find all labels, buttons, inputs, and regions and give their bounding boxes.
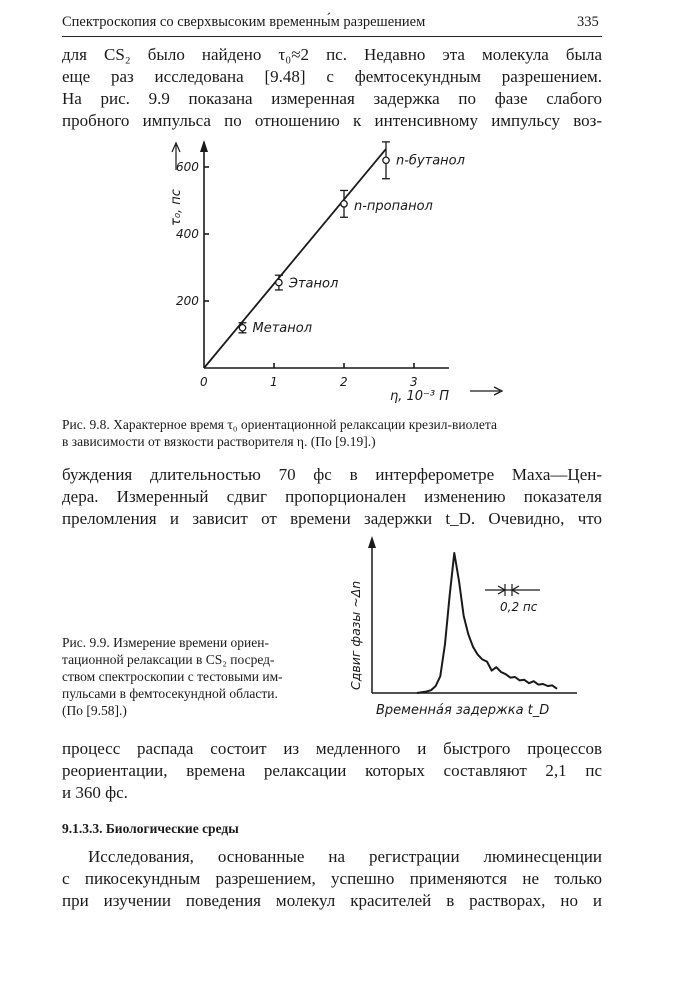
paragraph-4 xyxy=(62,846,602,912)
y-axis-label: τ₀, пс xyxy=(169,189,184,226)
text-line: На рис. 9.9 показана измеренная задержка по фазе слабого xyxy=(62,89,602,108)
point-label: n-пропанол xyxy=(354,198,433,214)
page-number: 335 xyxy=(577,14,599,30)
scale-label: 0,2 пс xyxy=(500,600,538,614)
text-line: буждения длительностью 70 фс в интерферометре Маха—Цен- xyxy=(62,465,602,484)
text-line: и 360 фс. xyxy=(62,783,128,802)
y-tick-label: 600 xyxy=(176,160,199,174)
section-heading: 9.1.3.3. Биологические среды xyxy=(62,821,239,836)
paragraph-1 xyxy=(62,44,602,132)
figure-9-8-caption xyxy=(62,416,497,450)
point-label: n-бутанол xyxy=(396,153,465,169)
caption-line: пульсами в фемтосекундной области. xyxy=(62,686,278,701)
text-line: дера. Измеренный сдвиг пропорционален изменению показателя xyxy=(62,487,602,506)
text-line: процесс распада состоит из медленного и быстрого процессов xyxy=(62,739,602,758)
y-tick-label: 200 xyxy=(176,294,199,308)
figure-9-8-chart xyxy=(140,130,510,415)
caption-line: Рис. 9.9. Измерение времени ориен- xyxy=(62,635,269,650)
caption-line: Рис. 9.8. Характерное время τ₀ ориентационной релаксации крезил-виолета xyxy=(62,417,497,432)
text-line: Исследования, основанные на регистрации люминесценции xyxy=(88,847,602,866)
caption-line: (По [9.58].) xyxy=(62,703,127,718)
x-tick-label: 2 xyxy=(340,375,348,389)
data-point xyxy=(383,157,389,163)
x-axis-label: η, 10⁻³ П xyxy=(390,389,450,404)
x-tick-label: 0 xyxy=(200,375,208,389)
text-line: еще раз исследована [9.48] с фемтосекундным разрешением. xyxy=(62,67,602,86)
text-line: при изучении поведения молекул красителей в растворах, но и xyxy=(62,891,602,910)
caption-line: тационной релаксации в CS₂ посред- xyxy=(62,652,275,667)
data-point xyxy=(341,201,347,207)
data-point xyxy=(239,325,245,331)
figure-9-9-caption xyxy=(62,634,283,719)
y-axis-arrow xyxy=(368,536,376,548)
y-tick-label: 400 xyxy=(176,227,199,241)
paragraph-3 xyxy=(62,738,602,804)
point-label: Этанол xyxy=(288,276,339,292)
data-point xyxy=(276,279,282,285)
point-label: Метанол xyxy=(252,320,313,336)
signal-line xyxy=(417,553,557,693)
figure-9-9-chart xyxy=(340,530,580,725)
x-tick-label: 1 xyxy=(270,375,278,389)
x-axis-label: Временна́я задержка t_D xyxy=(376,703,550,718)
x-tick-label: 3 xyxy=(410,375,418,389)
y-axis-label: Сдвиг фазы ~Δn xyxy=(348,580,363,690)
text-line: с пикосекундным разрешением, успешно применяются не только xyxy=(62,869,602,888)
text-line: для CS₂ было найдено τ₀≈2 пс. Недавно эта молекула была xyxy=(62,45,602,64)
y-axis-arrow xyxy=(200,140,208,152)
header-rule xyxy=(62,36,602,37)
text-line: преломления и зависит от времени задержки t_D. Очевидно, что xyxy=(62,509,602,528)
text-line: пробного импульса по отношению к интенсивному импульсу воз- xyxy=(62,111,602,130)
running-header-title: Спектроскопия со сверхвысоким временны́м разрешением xyxy=(62,14,426,30)
caption-line: в зависимости от вязкости растворителя η. (По [9.19].) xyxy=(62,434,376,449)
caption-line: ством спектроскопии с тестовыми им- xyxy=(62,669,283,684)
text-line: реориентации, времена релаксации которых составляют 2,1 пс xyxy=(62,761,602,780)
paragraph-2 xyxy=(62,464,602,530)
